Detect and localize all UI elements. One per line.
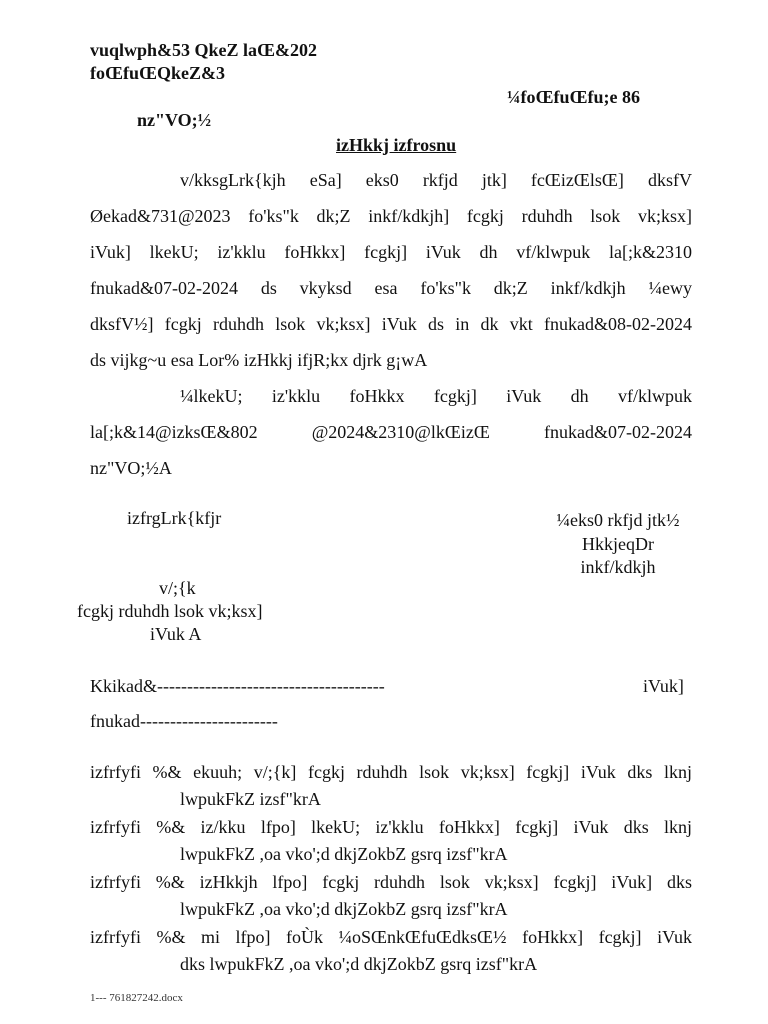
- para2-line2: la[;k&14@izksŒ&802 @2024&2310@lkŒizŒ fnukad&07-02-2024: [90, 422, 692, 442]
- copy-3-line2: lwpukFkZ ,oa vko';d dkjZokbZ gsrq izsf"krA: [180, 899, 508, 919]
- copy-2-line2: lwpukFkZ ,oa vko';d dkjZokbZ gsrq izsf"krA: [180, 844, 508, 864]
- addressee-city: iVuk A: [150, 624, 202, 644]
- see-note-top: nz"VO;½: [137, 110, 212, 130]
- memo-place: iVuk]: [643, 676, 684, 696]
- memo-date: fnukad-----------------------: [90, 711, 278, 731]
- rule-reference: ¼foŒfuŒfu;e 86: [507, 87, 640, 107]
- ref-number: vuqlwph&53 QkeZ laŒ&202: [90, 40, 318, 60]
- copy-1-line2: lwpukFkZ izsf"krA: [180, 789, 321, 809]
- para1-line3: iVuk] lkekU; iz'kklu foHkkx] fcgkj] iVuk dh vf/klwpuk la[;k&2310: [90, 242, 692, 262]
- para1-line4: fnukad&07-02-2024 ds vkyksd esa fo'ks"k dk;Z inkf/kdkjh ¼ewy: [90, 278, 692, 298]
- para1-line6: ds vijkg~u esa Lor% izHkkj ifjR;kx djrk g¡wA: [90, 350, 428, 370]
- para1-line2: Øekad&731@2023 fo'ks"k dk;Z inkf/kdkjh] fcgkj rduhdh lsok vk;ksx]: [90, 206, 692, 226]
- footer-filename: 1--- 761827242.docx: [90, 992, 183, 1004]
- para2-line3: nz"VO;½A: [90, 458, 172, 478]
- para2-line1: ¼lkekU; iz'kklu foHkkx fcgkj] iVuk dh vf/klwpuk: [180, 386, 692, 406]
- para1-line1: v/kksgLrk{kjh eSa] eks0 rkfjd jtk] fcŒizŒlsŒ] dksfV: [180, 170, 692, 190]
- document-title: izHkkj izfrosnu: [336, 135, 457, 155]
- addressee-city-cropped: [150, 624, 230, 644]
- signatory-status: HkkjeqDr: [582, 534, 654, 554]
- countersigned-label: izfrgLrk{kfjr: [127, 508, 222, 528]
- copy-4-line1: izfrfyfi %& mi lfpo] foÙk ¼oSŒnkŒfuŒdksŒ½ foHkkx] fcgkj] iVuk: [90, 927, 692, 947]
- copy-2-line1: izfrfyfi %& iz/kku lfpo] lkekU; iz'kklu foHkkx] fcgkj] iVuk dks lknj: [90, 817, 692, 837]
- signatory-name: ¼eks0 rkfjd jtk½: [556, 510, 680, 530]
- signatory-designation: inkf/kdkjh: [580, 557, 656, 577]
- memo-number: Kkikad&--------------------------------------: [90, 676, 385, 696]
- sub-ref-number: foŒfuŒQkeZ&3: [90, 63, 225, 83]
- copy-3-line1: izfrfyfi %& izHkkjh lfpo] fcgkj rduhdh lsok vk;ksx] fcgkj] iVuk] dks: [90, 872, 692, 892]
- addressee-commission: fcgkj rduhdh lsok vk;ksx]: [77, 601, 263, 621]
- copy-4-line2: dks lwpukFkZ ,oa vko';d dkjZokbZ gsrq izsf"krA: [180, 954, 538, 974]
- para1-line5: dksfV½] fcgkj rduhdh lsok vk;ksx] iVuk ds in dk vkt fnukad&08-02-2024: [90, 314, 692, 334]
- copy-1-line1: izfrfyfi %& ekuuh; v/;{k] fcgkj rduhdh lsok vk;ksx] fcgkj] iVuk dks lknj: [90, 762, 692, 782]
- addressee-chairman: v/;{k: [159, 578, 196, 598]
